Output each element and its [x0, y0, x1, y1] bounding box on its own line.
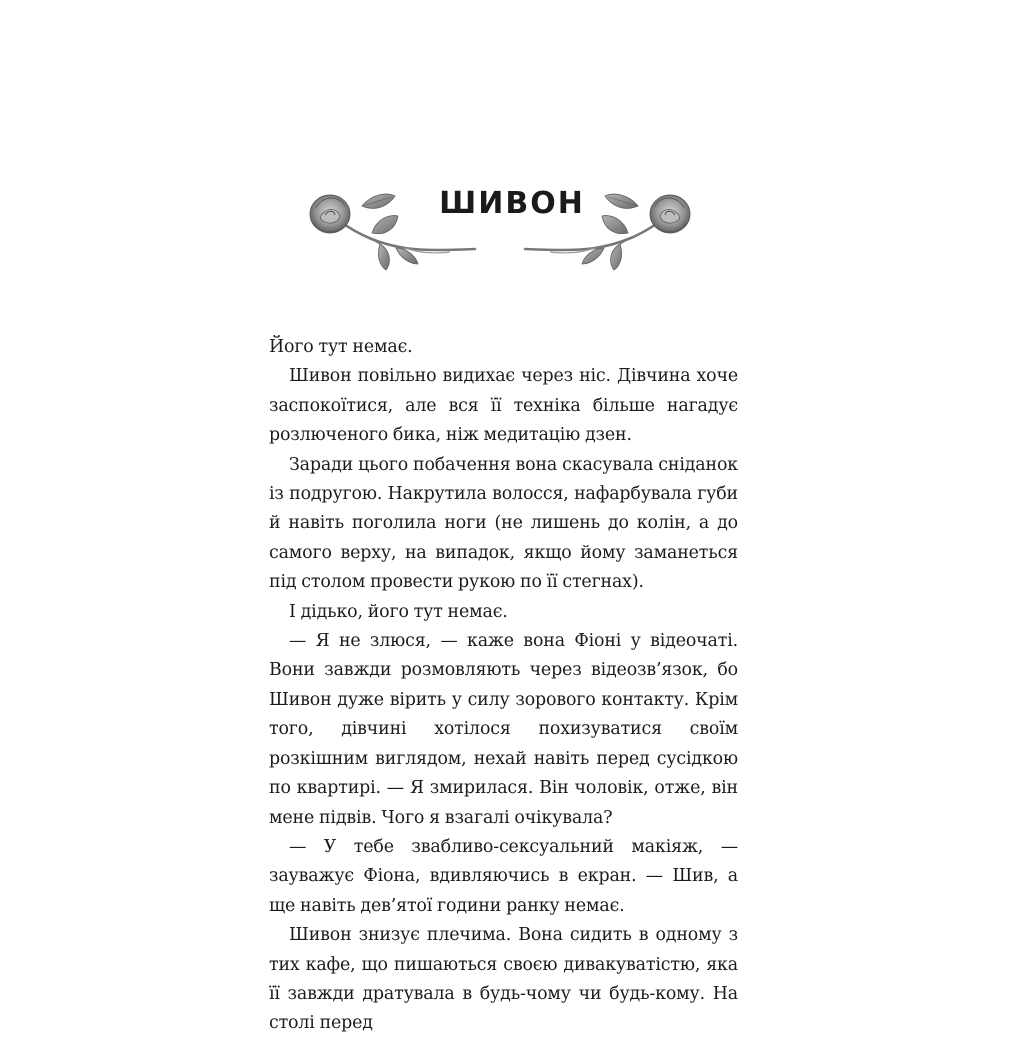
paragraph: Заради цього побачення вона скасувала сніданок із подругою. Накрутила волосся, нафарбувала губи й навіть поголила ноги (не лишень до колін, а до самого верху, на випадок, якщо йому заманеться під столом провести рукою по її стегнах). — [269, 454, 738, 593]
chapter-body — [269, 333, 738, 1039]
chapter-header — [0, 178, 1024, 273]
paragraph: — У тебе звабливо-сексуальний макіяж, — зауважує Фіона, вдивляючись в екран. — Шив, а ще навіть дев’ятої години ранку немає. — [269, 836, 738, 916]
rose-right-ornament — [520, 178, 700, 273]
paragraph: — Я не злюся, — каже вона Фіоні у відеочаті. Вони завжди розмовляють через відеозв’язок, бо Шивон дуже вірить у силу зорового контакту. Крім того, дівчині хотілося похизуватися своїм розкішним виглядом, нехай навіть перед сусідкою по квартирі. — Я змирилася. Він чоловік, отже, він мене підвів. Чого я взагалі очікувала? — [269, 631, 738, 828]
paragraph: Шивон знизує плечима. Вона сидить в одному з тих кафе, що пишаються своєю дивакуватістю, яка її завжди дратувала в будь-чому чи будь-кому. На столі перед — [269, 925, 738, 1034]
chapter-title: ШИВОН — [439, 186, 585, 221]
paragraph: Його тут немає. — [269, 337, 413, 357]
paragraph: Шивон повільно видихає через ніс. Дівчина хоче заспокоїтися, але вся її техніка більше нагадує розлюченого бика, ніж медитацію дзен. — [269, 366, 738, 446]
paragraph: І дідько, його тут немає. — [289, 601, 508, 622]
